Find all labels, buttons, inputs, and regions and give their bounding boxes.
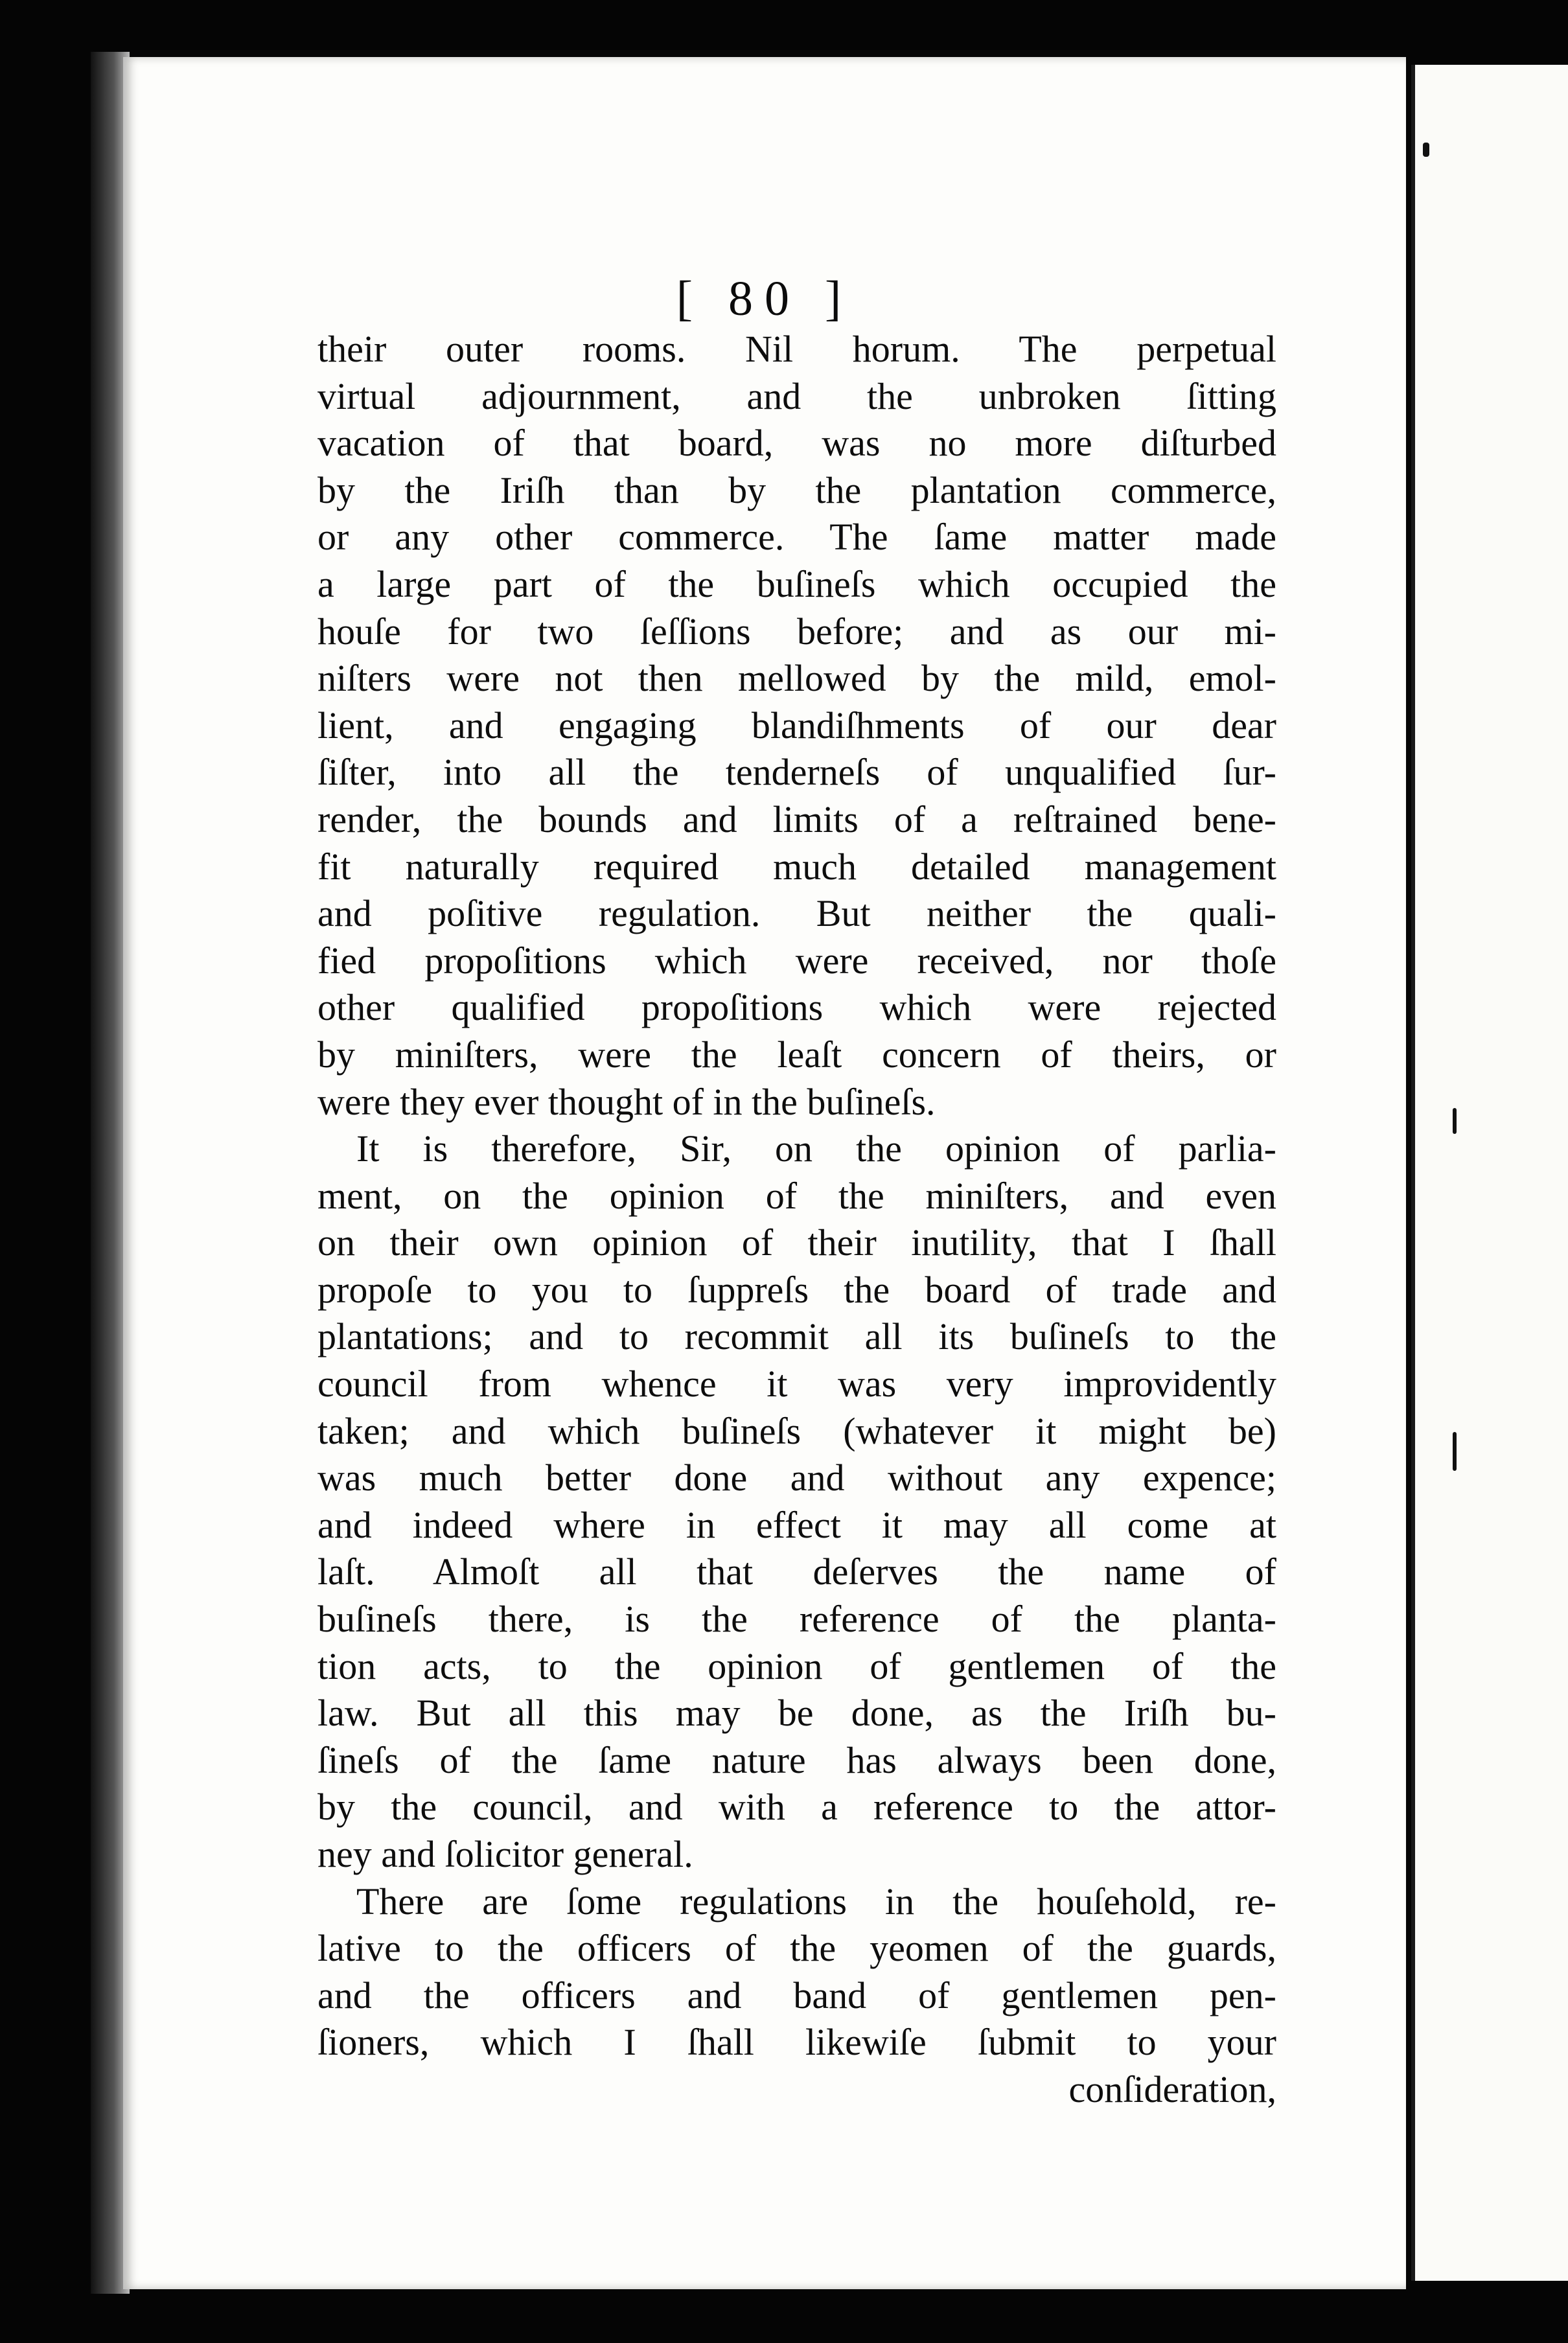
text-line: render, the bounds and limits of a reſtrained bene- [317,798,1276,840]
text-line: or any other commerce. The ſame matter made [317,516,1276,559]
text-line: was much better done and without any expence; [317,1457,1276,1499]
text-line: There are ſome regulations in the houſehold, re- [356,1880,1276,1922]
text-line: other qualified propoſitions which were rejected [317,986,1276,1029]
text-line: fit naturally required much detailed management [317,845,1276,888]
document-page [123,57,1406,2289]
page-mark [1453,1432,1457,1471]
text-line: tion acts, to the opinion of gentlemen of the [317,1645,1276,1687]
text-line: by the council, and with a reference to the attor- [317,1786,1276,1829]
text-line: were they ever thought of in the buſineſs. [317,1080,936,1123]
text-line: fied propoſitions which were received, nor thoſe [317,939,1276,982]
text-line: houſe for two ſeſſions before; and as our mi- [317,610,1276,652]
text-line: propoſe to you to ſuppreſs the board of trade and [317,1268,1276,1311]
text-line: It is therefore, Sir, on the opinion of parlia- [356,1127,1276,1170]
body-text [317,326,1276,2114]
text-line: law. But all this may be done, as the Iriſh bu- [317,1692,1276,1735]
text-line: and indeed where in effect it may all come at [317,1503,1276,1546]
text-line: plantations; and to recommit all its buſineſs to the [317,1315,1276,1358]
text-line: ney and ſolicitor general. [317,1833,693,1875]
text-line: by the Iriſh than by the plantation commerce, [317,468,1276,511]
text-line: lient, and engaging blandiſhments of our dear [317,704,1276,746]
text-line: niſters were not then mellowed by the mild, emol- [317,657,1276,700]
text-line: council from whence it was very improvidently [317,1363,1276,1405]
text-line: virtual adjournment, and the unbroken ſitting [317,375,1276,417]
page-mark [1423,143,1429,157]
text-line: ſineſs of the ſame nature has always been done, [317,1738,1276,1781]
text-line: lative to the officers of the yeomen of the guards, [317,1927,1276,1970]
text-line: and the officers and band of gentlemen pen- [317,1974,1276,2016]
text-line: buſineſs there, is the reference of the planta- [317,1598,1276,1641]
catchword: conſideration, [1068,2068,1276,2110]
page-mark [1453,1108,1457,1134]
text-line: laſt. Almoſt all that deſerves the name of [317,1551,1276,1593]
text-line: vacation of that board, was no more diſturbed [317,422,1276,465]
text-line: on their own opinion of their inutility, that I ſhall [317,1221,1276,1264]
page-number: [ 80 ] [676,271,853,326]
facing-page-edge [1411,65,1568,2281]
text-line: their outer rooms. Nil horum. The perpetual [317,328,1276,370]
text-line: and poſitive regulation. But neither the quali- [317,892,1276,935]
text-line: a large part of the buſineſs which occupied the [317,562,1276,605]
text-line: taken; and which buſineſs (whatever it might be) [317,1409,1276,1452]
text-line: by miniſters, were the leaſt concern of theirs, or [317,1033,1276,1076]
text-line: ſioners, which I ſhall likewiſe ſubmit to your [317,2021,1276,2064]
text-line: ſiſter, into all the tenderneſs of unqualified ſur- [317,751,1276,794]
text-line: ment, on the opinion of the miniſters, and even [317,1174,1276,1217]
